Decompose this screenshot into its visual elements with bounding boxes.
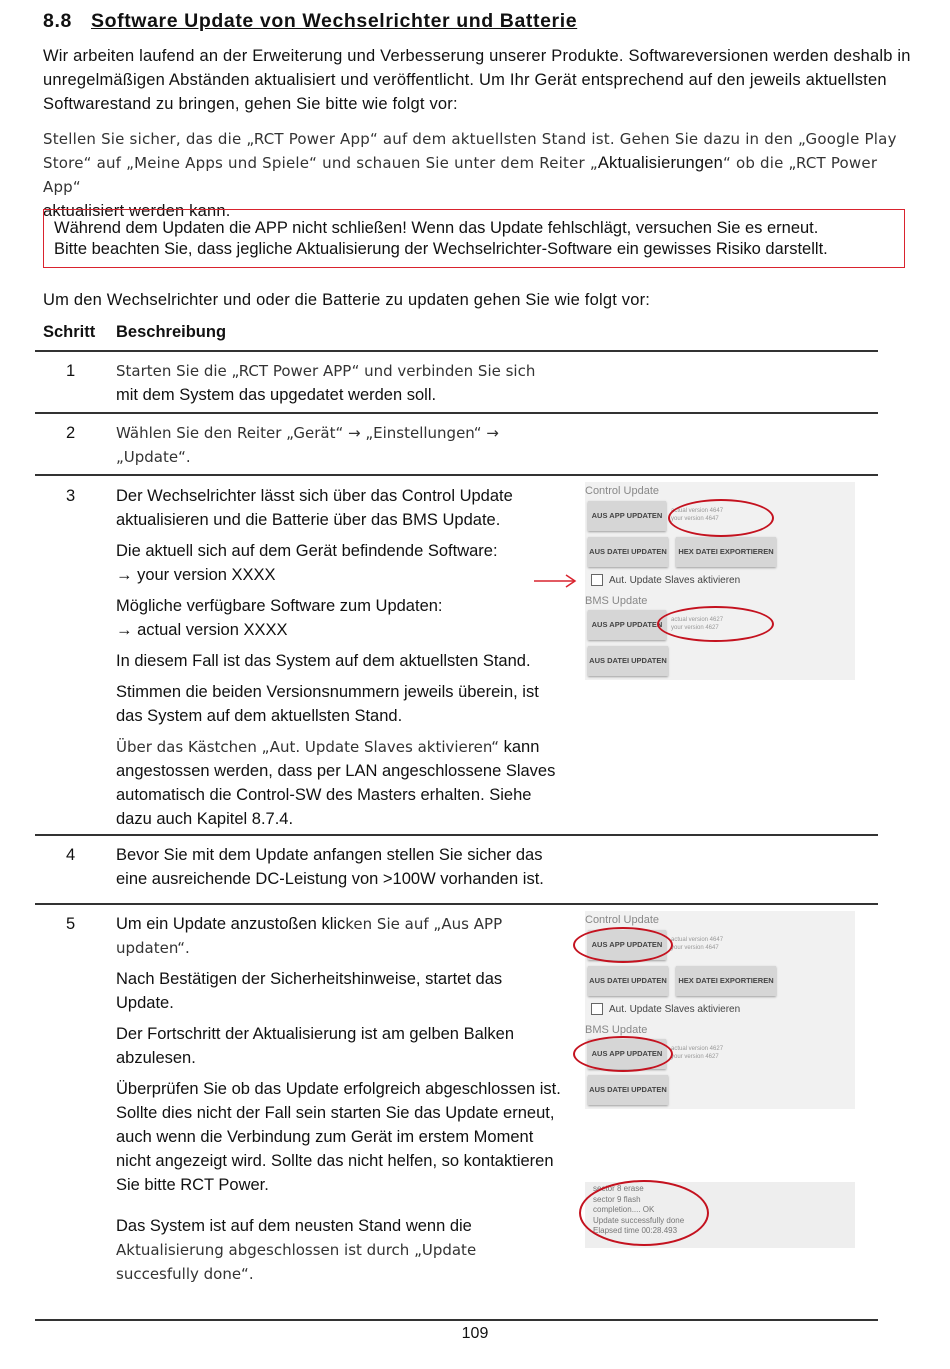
bms-version-info bbox=[671, 1045, 723, 1061]
step1-line1: Starten Sie die „RCT Power APP“ und verbinden Sie sich bbox=[116, 362, 536, 380]
aus-datei-updaten-button[interactable]: AUS DATEI UPDATEN bbox=[588, 1075, 668, 1105]
table-header-step: Schritt bbox=[43, 323, 96, 341]
section-number: 8.8 bbox=[43, 10, 72, 32]
warning-box bbox=[43, 209, 905, 268]
aus-datei-updaten-button[interactable]: AUS DATEI UPDATEN bbox=[588, 966, 668, 996]
section-title: Software Update von Wechselrichter und Batterie bbox=[91, 10, 578, 32]
table-divider bbox=[35, 834, 878, 836]
step-number: 1 bbox=[66, 362, 76, 380]
step-number: 2 bbox=[66, 424, 76, 442]
aut-update-slaves-checkbox[interactable] bbox=[591, 1003, 603, 1015]
log-line: sector 9 flash bbox=[593, 1194, 641, 1204]
log-line: Elapsed time 00:28.493 bbox=[593, 1226, 678, 1235]
aus-app-updaten-button[interactable]: AUS APP UPDATEN bbox=[588, 610, 666, 640]
step3-p2-line: Die aktuell sich auf dem Gerät befindende Software: bbox=[116, 542, 498, 560]
aus-app-updaten-button[interactable]: AUS APP UPDATEN bbox=[588, 501, 666, 531]
app-note-line2c: “ ob die „RCT Power App“ bbox=[43, 154, 878, 196]
table-divider bbox=[35, 350, 878, 352]
aus-datei-updaten-button[interactable]: AUS DATEI UPDATEN bbox=[588, 537, 668, 567]
app-note-line2b: Aktualisierungen bbox=[597, 154, 724, 172]
aut-update-slaves-label: Aut. Update Slaves aktivieren bbox=[609, 1004, 741, 1015]
step5-p1-a: Um ein Update anzustoßen klic bbox=[116, 915, 346, 933]
step5-p1 bbox=[116, 912, 561, 960]
step3-p6 bbox=[116, 735, 561, 831]
bms-actual-version: actual version 4627 bbox=[671, 1046, 724, 1052]
section-heading bbox=[43, 9, 577, 33]
step3-p4: In diesem Fall ist das System auf dem aktuellsten Stand. bbox=[116, 652, 531, 670]
red-arrow-icon bbox=[532, 573, 578, 589]
step3-p2-version: → your version XXXX bbox=[116, 566, 276, 584]
step5-p5: Sollte dies nicht der Fall sein starten Sie das Update erneut, auch wenn die Verbindung zum Gerät im erstem Moment nicht angezeigt wird. Sollte das nicht helfen, so kontaktieren Sie bitte RCT Power. bbox=[116, 1104, 555, 1194]
aus-app-updaten-button[interactable]: AUS APP UPDATEN bbox=[588, 930, 666, 960]
step3-p3 bbox=[116, 594, 561, 642]
warning-line2: Bitte beachten Sie, dass jegliche Aktualisierung der Wechselrichter-Software ein gewisses Risiko darstellt. bbox=[54, 240, 828, 258]
step-description bbox=[116, 484, 561, 838]
aut-update-slaves-checkbox[interactable] bbox=[591, 574, 603, 586]
aus-datei-updaten-button[interactable]: AUS DATEI UPDATEN bbox=[588, 646, 668, 676]
control-your-version: your version 4647 bbox=[671, 945, 719, 951]
control-update-label: Control Update bbox=[585, 914, 659, 926]
app-note-line3: aktualisiert werden kann. bbox=[43, 202, 231, 220]
step5-p3: Der Fortschritt der Aktualisierung ist am gelben Balken abzulesen. bbox=[116, 1025, 515, 1067]
bms-your-version: your version 4627 bbox=[671, 625, 719, 631]
step5-p6 bbox=[116, 1214, 561, 1286]
step-description bbox=[116, 912, 561, 1293]
table-divider bbox=[35, 412, 878, 414]
bms-actual-version: actual version 4627 bbox=[671, 617, 724, 623]
bms-update-label: BMS Update bbox=[585, 1024, 648, 1036]
step3-p3-line: Mögliche verfügbare Software zum Updaten: bbox=[116, 597, 443, 615]
step3-p3-version: → actual version XXXX bbox=[116, 621, 288, 639]
step3-p1: Der Wechselrichter lässt sich über das Control Update aktualisieren und die Batterie über das BMS Update. bbox=[116, 487, 513, 529]
step-description bbox=[116, 421, 561, 469]
bms-your-version: your version 4627 bbox=[671, 1054, 719, 1060]
step5-p2: Nach Bestätigen der Sicherheitshinweise, startet das Update. bbox=[116, 970, 503, 1012]
highlight-ring bbox=[579, 1180, 709, 1246]
table-divider bbox=[35, 474, 878, 476]
step2-line1: Wählen Sie den Reiter „Gerät“ → „Einstellungen“ → bbox=[116, 424, 499, 442]
intro-paragraph: Wir arbeiten laufend an der Erweiterung und Verbesserung unserer Produkte. Softwareversionen werden deshalb in unregelmäßigen Abständen aktualisiert und veröffentlicht. Um Ihr Gerät entsprechend auf den jeweils aktuellsten Softwarestand zu bringen, gehen Sie bitte wie folgt vor: bbox=[43, 47, 911, 113]
step5-p6-a: Das System ist auf dem neusten Stand wenn die bbox=[116, 1217, 472, 1235]
step3-p6-checkbox-ref: Über das Kästchen „Aut. Update Slaves aktivieren“ bbox=[116, 738, 500, 756]
app-note-line1: Stellen Sie sicher, das die „RCT Power App“ auf dem aktuellsten Stand ist. Gehen Sie dazu in den „Google Play bbox=[43, 130, 897, 148]
step2-line2: „Update“. bbox=[116, 448, 191, 466]
step3-p5: Stimmen die beiden Versionsnummern jeweils überein, ist das System auf dem aktuellsten Stand. bbox=[116, 683, 539, 725]
log-line: sector 8 erase bbox=[593, 1184, 644, 1193]
step-description bbox=[116, 359, 561, 407]
control-actual-version: actual version 4647 bbox=[671, 508, 724, 514]
step-number: 4 bbox=[66, 846, 76, 864]
step5-p4: Überprüfen Sie ob das Update erfolgreich abgeschlossen ist. bbox=[116, 1080, 561, 1098]
control-update-label: Control Update bbox=[585, 485, 659, 497]
control-your-version: your version 4647 bbox=[671, 516, 719, 522]
aus-app-updaten-button[interactable]: AUS APP UPDATEN bbox=[588, 1039, 666, 1069]
app-screenshot-update bbox=[585, 482, 855, 680]
control-actual-version: actual version 4647 bbox=[671, 937, 724, 943]
step-number: 5 bbox=[66, 915, 76, 933]
hex-datei-exportieren-button[interactable]: HEX DATEI EXPORTIEREN bbox=[676, 537, 776, 567]
log-line: completion.... OK bbox=[593, 1205, 655, 1214]
step3-p6-text: kann angestossen werden, dass per LAN angeschlossene Slaves automatisch die Control-SW des Masters erhalten. Siehe dazu auch Kapitel 8.7.4. bbox=[116, 738, 556, 828]
aut-update-slaves-label: Aut. Update Slaves aktivieren bbox=[609, 575, 741, 586]
footer-divider bbox=[35, 1319, 878, 1321]
app-screenshot-start-update bbox=[585, 911, 855, 1109]
step5-p6-b: Aktualisierung abgeschlossen ist durch „Update succesfully done“. bbox=[116, 1241, 477, 1283]
page-number: 109 bbox=[461, 1325, 489, 1342]
highlight-ring bbox=[657, 606, 774, 642]
warning-line1: Während dem Updaten die APP nicht schließen! Wenn das Update fehlschlägt, versuchen Sie es erneut. bbox=[54, 219, 819, 237]
table-divider bbox=[35, 903, 878, 905]
step-description: Bevor Sie mit dem Update anfangen stellen Sie sicher das eine ausreichende DC-Leistung von >100W vorhanden ist. bbox=[116, 846, 544, 888]
step1-line2: mit dem System das upgedatet werden soll. bbox=[116, 386, 437, 404]
highlight-ring bbox=[573, 1036, 673, 1072]
step3-p2 bbox=[116, 539, 561, 587]
table-header-description: Beschreibung bbox=[116, 323, 227, 341]
step5-p1-b: ken Sie auf „Aus APP updaten“. bbox=[116, 915, 503, 957]
bms-update-label: BMS Update bbox=[585, 595, 648, 607]
procedure-intro: Um den Wechselrichter und oder die Batterie zu updaten gehen Sie wie folgt vor: bbox=[43, 291, 651, 309]
control-version-info bbox=[671, 936, 723, 952]
step-number: 3 bbox=[66, 487, 76, 505]
hex-datei-exportieren-button[interactable]: HEX DATEI EXPORTIEREN bbox=[676, 966, 776, 996]
highlight-ring bbox=[668, 499, 774, 537]
highlight-ring bbox=[573, 927, 673, 963]
log-line: Update successfully done bbox=[593, 1215, 685, 1225]
app-note-line2a: Store“ auf „Meine Apps und Spiele“ und schauen Sie unter dem Reiter „ bbox=[43, 154, 598, 172]
